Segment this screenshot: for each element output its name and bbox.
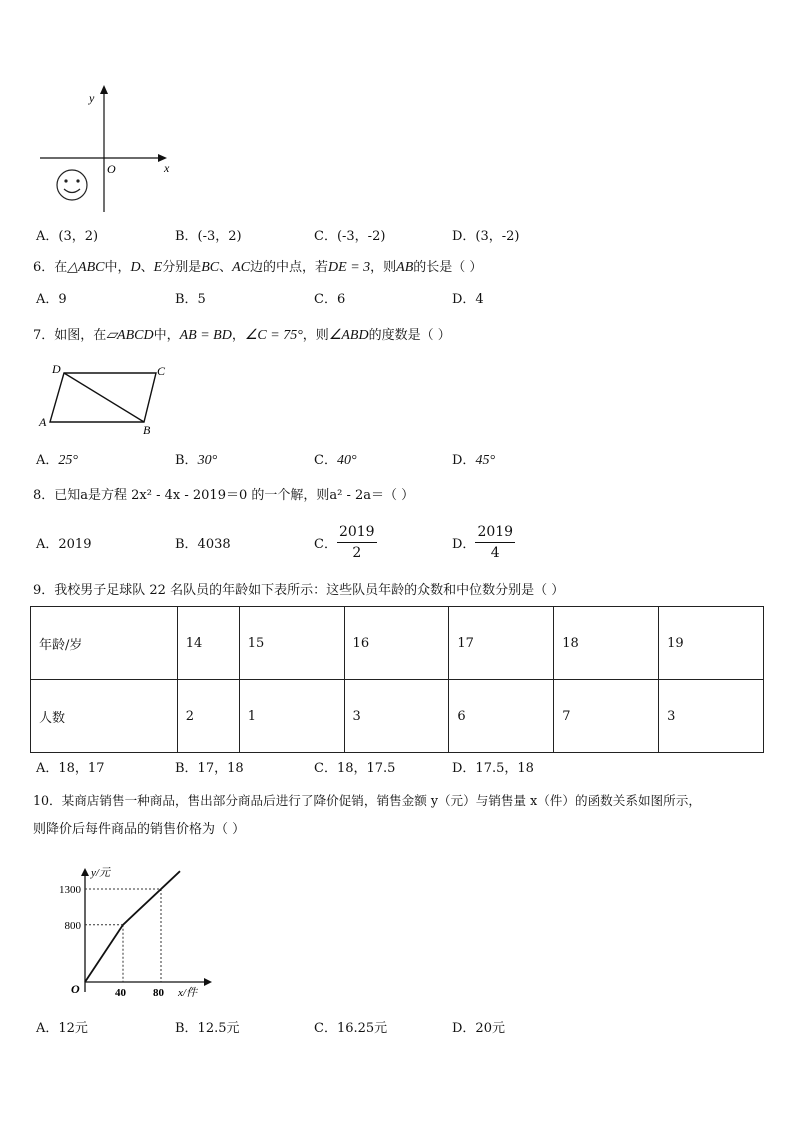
table-cell: 15 [239,607,344,680]
q10-option-c[interactable]: C．16.25元 [314,1021,388,1036]
q7-option-b-value: 30° [197,453,218,468]
q7-option-b[interactable] [175,453,217,469]
q7-option-b-letter: B． [175,453,198,468]
q8-option-d-letter: D． [452,537,476,552]
q9-option-d[interactable]: D．17.5，18 [452,761,534,776]
q6-side-ab: AB [396,260,414,275]
q7-angle: ∠ABD [328,328,369,343]
q7-figure [36,360,176,438]
q10-chart [30,860,220,1005]
table-row [31,607,764,680]
table-cell: 人数 [31,680,178,753]
q7-option-c-letter: C． [314,453,337,468]
smiley-icon [57,170,87,200]
q6-point-e: E [153,260,163,275]
q6-side-bc: BC [201,260,220,275]
q6-stem-text: 、 [140,260,154,275]
table-cell: 2 [177,680,239,753]
q7-option-d-value: 45° [475,453,496,468]
q7-equation-1: AB = BD [179,328,232,343]
q6-triangle: △ABC [67,260,105,275]
chart-y-label: y/元 [91,867,110,879]
q7-label-c: C [157,364,166,378]
q5-y-arrow [100,85,108,94]
q6-stem-text: 边的中点，若 [250,260,329,275]
q9-age-table [30,606,764,753]
q8-option-d[interactable] [452,524,515,561]
q6-stem-text: 6．在 [33,260,68,275]
q7-option-a-letter: A． [36,453,59,468]
q7-equation-2: ∠C = 75° [244,328,303,343]
table-cell: 6 [449,680,554,753]
q6-stem-text: 、 [219,260,233,275]
q5-option-b[interactable]: B．(-3，2) [175,229,242,244]
chart-x-arrow [204,978,212,986]
chart-y-arrow [81,868,89,876]
chart-y-tick-label: 1300 [59,884,81,897]
q6-option-d[interactable]: D．4 [452,292,484,307]
table-cell: 19 [659,607,764,680]
chart-marks [59,871,180,999]
chart-x-tick-label: 80 [153,987,164,999]
q7-label-d: D [52,362,61,376]
q7-stem-text: ，则 [302,328,329,343]
q8-option-c[interactable] [314,524,377,561]
table-cell: 7 [554,680,659,753]
q7-label-a: A [39,415,47,429]
q6-stem-text: 分别是 [162,260,202,275]
q6-equation: DE = 3 [328,260,371,275]
table-cell: 17 [449,607,554,680]
q8-stem: 8．已知a是方程 2x² - 4x - 2019＝0 的一个解，则a² - 2a＝（ ） [33,488,415,503]
q7-option-a-value: 25° [58,453,78,468]
table-cell: 3 [659,680,764,753]
q8-option-c-denominator: 2 [352,545,362,561]
table-cell: 16 [344,607,449,680]
q7-stem-text: 中， [153,328,180,343]
q6-side-ac: AC [232,260,251,275]
q5-y-label: y [89,91,95,105]
q7-stem-text: ， [231,328,245,343]
q7-option-c[interactable] [314,453,357,469]
q5-option-d[interactable]: D．(3，-2) [452,229,520,244]
q8-option-d-fraction [475,524,515,561]
q8-option-d-denominator: 4 [490,545,500,561]
table-cell: 1 [239,680,344,753]
q8-option-a[interactable]: A．2019 [36,537,92,552]
q10-stem-line-2: 则降价后每件商品的销售价格为（ ） [33,822,246,837]
q5-origin-label: O [107,162,116,176]
q7-stem [33,328,451,344]
q6-option-c[interactable]: C．6 [314,292,346,307]
q6-point-d: D [130,260,141,275]
q7-diagonal-bd [64,373,144,422]
q7-parallelogram: ▱ABCD [106,328,154,343]
q7-stem-text: 的度数是（ ） [368,328,451,343]
q6-stem-text: 的长是（ ） [413,260,483,275]
chart-x-label: x/件 [178,987,197,999]
q8-option-d-numerator: 2019 [475,524,515,543]
chart-y-tick-label: 800 [64,919,81,932]
q7-option-d-letter: D． [452,453,476,468]
chart-origin-label: O [71,982,80,996]
q10-option-a[interactable]: A．12元 [36,1021,88,1036]
q7-label-b: B [143,423,151,437]
table-cell: 3 [344,680,449,753]
table-row [31,680,764,753]
q6-stem [33,260,482,276]
q8-option-c-numerator: 2019 [337,524,377,543]
q6-stem-text: ，则 [370,260,397,275]
q5-option-a[interactable]: A．(3，2) [36,229,99,244]
q10-option-b[interactable]: B．12.5元 [175,1021,240,1036]
q10-option-d[interactable]: D．20元 [452,1021,505,1036]
table-cell: 年龄/岁 [31,607,178,680]
chart-x-tick-label: 40 [115,987,126,999]
q9-option-c[interactable]: C．18，17.5 [314,761,396,776]
q8-option-b[interactable]: B．4038 [175,537,231,552]
q9-option-a[interactable]: A．18，17 [36,761,105,776]
q6-stem-text: 中， [104,260,131,275]
q9-stem: 9．我校男子足球队 22 名队员的年龄如下表所示：这些队员年龄的众数和中位数分别是（ ） [33,583,565,598]
table-cell: 14 [177,607,239,680]
q7-option-a[interactable] [36,453,78,469]
q7-option-d[interactable] [452,453,495,469]
q10-stem-line-1: 10．某商店销售一种商品，售出部分商品后进行了降价促销，销售金额 y（元）与销售量 x（件）的函数关系如图所示， [33,793,701,808]
chart-series-segment [123,889,161,925]
q5-x-label: x [164,161,170,175]
q7-stem-text: 7．如图，在 [33,328,107,343]
q7-option-c-value: 40° [336,453,357,468]
chart-series-segment [161,871,180,889]
chart-series-segment [85,925,123,982]
q9-option-b[interactable]: B．17，18 [175,761,244,776]
q6-option-b[interactable]: B．5 [175,292,206,307]
table-cell: 18 [554,607,659,680]
q8-option-c-fraction [337,524,377,561]
q5-option-c[interactable]: C．(-3，-2) [314,229,386,244]
q8-option-c-letter: C． [314,537,337,552]
q6-option-a[interactable]: A．9 [36,292,67,307]
q5-figure [30,82,190,217]
